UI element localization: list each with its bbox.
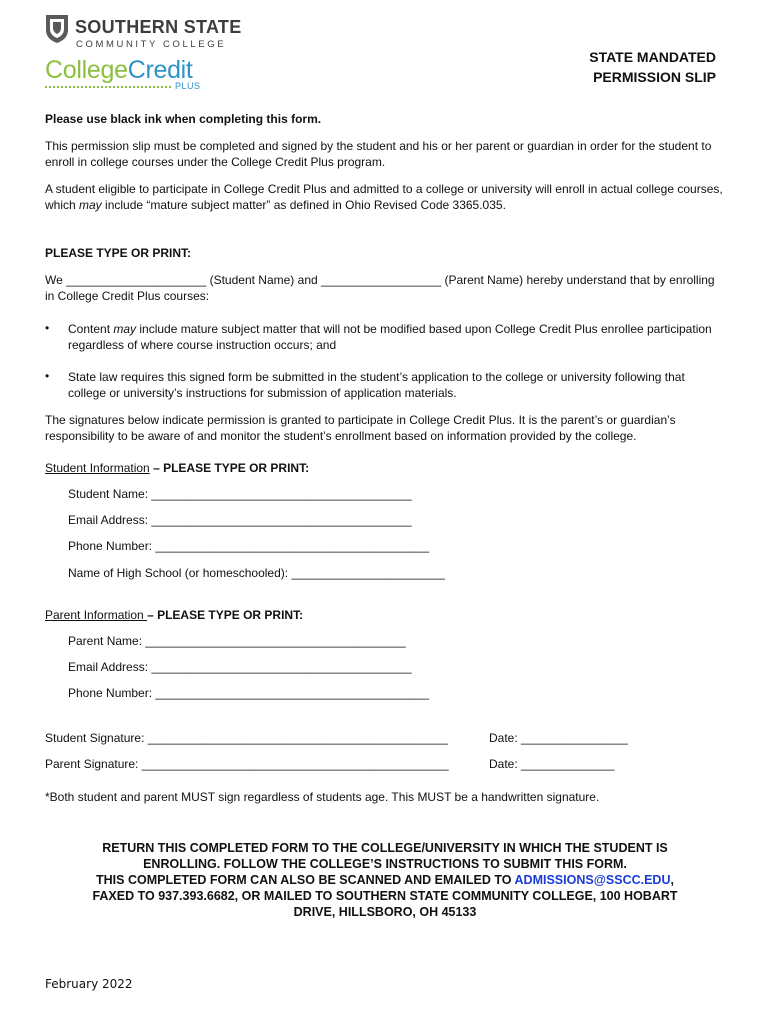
logo-dotted-line — [45, 86, 171, 90]
student-name-field[interactable]: Student Name: _______________________________________ — [68, 487, 412, 501]
return-instructions — [40, 840, 730, 920]
student-date-field[interactable]: Date: ________________ — [489, 731, 628, 745]
parent-info-heading-rest: – PLEASE TYPE OR PRINT: — [147, 608, 304, 622]
parent-name-field[interactable]: Parent Name: _______________________________________ — [68, 634, 406, 648]
bullet1-text-b: include mature subject matter that will not be modified based upon College Credit Plus enrollee participation regardless of where course instruction occurs; and — [68, 322, 712, 352]
return-line-3-comma: , — [670, 873, 674, 887]
parent-email-field[interactable]: Email Address: _______________________________________ — [68, 660, 412, 674]
logo-college-text: College — [45, 56, 128, 84]
title-line-1: STATE MANDATED — [589, 49, 716, 65]
logo-plus-text: PLUS — [175, 81, 201, 91]
para2-emphasis: may — [79, 198, 102, 212]
student-info-heading-rest: – PLEASE TYPE OR PRINT: — [149, 461, 310, 475]
parent-signature-field[interactable]: Parent Signature: ______________________________________________ — [45, 757, 449, 771]
return-line-3 — [40, 872, 730, 888]
student-signature-field[interactable]: Student Signature: _____________________________________________ — [45, 731, 449, 745]
parent-info-link: Parent Information — [45, 608, 148, 622]
return-line-5: DRIVE, HILLSBORO, OH 45133 — [293, 905, 477, 919]
parent-date-field[interactable]: Date: ______________ — [489, 757, 615, 771]
form-title — [589, 47, 716, 87]
college-logo — [45, 14, 242, 50]
ink-note: Please use black ink when completing this form. — [45, 112, 322, 126]
title-line-2: PERMISSION SLIP — [593, 69, 716, 85]
type-or-print-heading: PLEASE TYPE OR PRINT: — [45, 246, 192, 260]
logo-credit-text: Credit — [127, 56, 193, 84]
student-info-heading — [45, 461, 309, 475]
return-line-3-text: THIS COMPLETED FORM CAN ALSO BE SCANNED AND EMAILED TO — [96, 873, 515, 887]
bullet-2-text: State law requires this signed form be submitted in the student’s application to the college or university following that college or university’s instructions for submission of application materials. — [68, 370, 685, 400]
shield-icon — [45, 14, 69, 44]
college-name: SOUTHERN STATE — [75, 17, 242, 37]
college-subtitle: COMMUNITY COLLEGE — [76, 39, 227, 50]
bullet-1-text — [68, 321, 718, 353]
bullet-1-marker: • — [45, 321, 50, 335]
bullet-2-marker: • — [45, 369, 50, 383]
para2-text-a: A student eligible to participate in College Credit Plus and admitted to a college or university will enroll in actual college courses, which — [45, 182, 723, 212]
admissions-email-link[interactable]: ADMISSIONS@SSCC.EDU — [514, 873, 671, 887]
signature-permission-note: The signatures below indicate permission is granted to participate in College Credit Plus. It is the parent’s or guardian’s responsibility to be aware of and monitor the student’s enrollment based on information provided by the college. — [45, 413, 676, 443]
return-line-2: ENROLLING. FOLLOW THE COLLEGE’S INSTRUCTIONS TO SUBMIT THIS FORM. — [143, 857, 627, 871]
handwritten-signature-note: *Both student and parent MUST sign regardless of students age. This MUST be a handwritten signature. — [45, 790, 600, 804]
bullet1-emphasis: may — [113, 322, 137, 336]
intro-paragraph-2 — [45, 181, 725, 213]
footer-date: February 2022 — [45, 977, 133, 991]
understanding-statement: We _____________________ (Student Name) and __________________ (Parent Name) hereby understand that by enrolling in College Credit Plus courses: — [45, 273, 715, 303]
return-line-1: RETURN THIS COMPLETED FORM TO THE COLLEGE/UNIVERSITY IN WHICH THE STUDENT IS — [102, 841, 668, 855]
parent-phone-field[interactable]: Phone Number: _________________________________________ — [68, 686, 430, 700]
student-email-field[interactable]: Email Address: _______________________________________ — [68, 513, 412, 527]
bullet1-text-a: Content — [68, 322, 114, 336]
parent-info-heading — [45, 608, 303, 622]
intro-paragraph-1: This permission slip must be completed and signed by the student and his or her parent or guardian in order for the student to enroll in college courses under the College Credit Plus program. — [45, 139, 712, 169]
student-phone-field[interactable]: Phone Number: _________________________________________ — [68, 539, 430, 553]
para2-text-b: include “mature subject matter” as defined in Ohio Revised Code 3365.035. — [101, 198, 506, 212]
student-info-link: Student Information — [45, 461, 150, 475]
return-line-4: FAXED TO 937.393.6682, OR MAILED TO SOUTHERN STATE COMMUNITY COLLEGE, 100 HOBART — [92, 889, 678, 903]
high-school-field[interactable]: Name of High School (or homeschooled): _______________________ — [68, 566, 445, 580]
college-credit-plus-logo — [45, 56, 215, 94]
